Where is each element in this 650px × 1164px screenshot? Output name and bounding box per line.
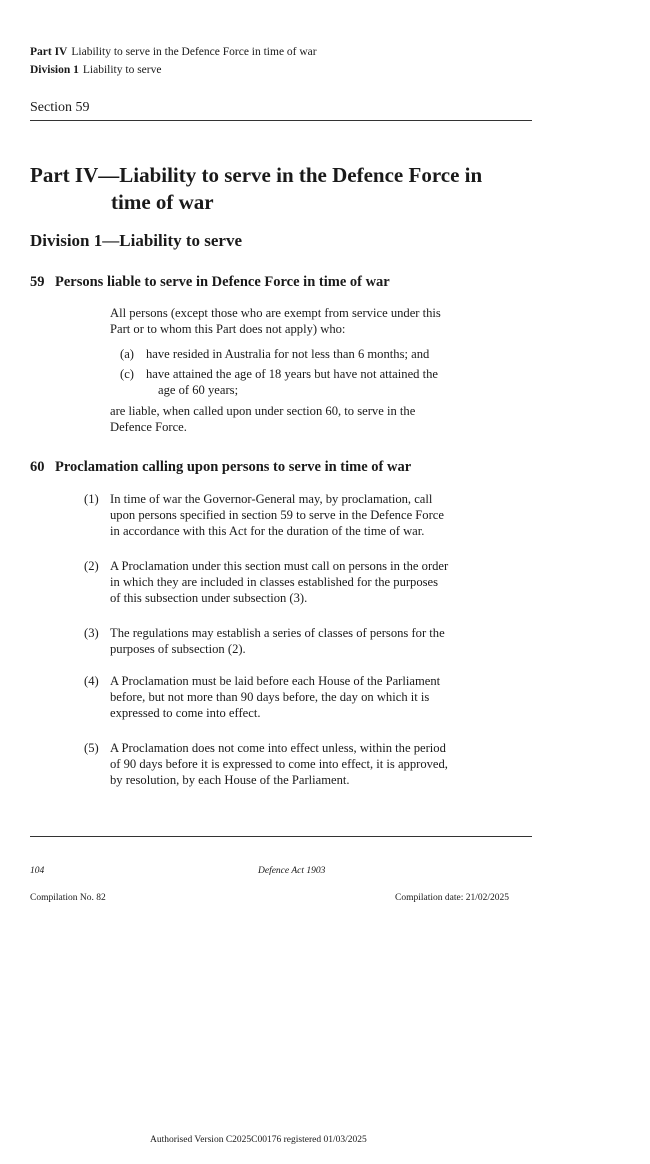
section-59-para-c-line: have attained the age of 18 years but have not attained the <box>146 367 438 381</box>
page-number: 104 <box>30 866 45 876</box>
subsection-2-line: of this subsection under subsection (3). <box>110 591 308 605</box>
section-59-intro-line: Part or to whom this Part does not apply) who: <box>110 322 346 336</box>
section-59-closing-line: are liable, when called upon under section 60, to serve in the <box>110 404 416 418</box>
section-59-para-a-label: (a) <box>120 347 134 361</box>
section-59-para-c-label: (c) <box>120 367 134 381</box>
part-heading-line1: Part IV—Liability to serve in the Defence Force in <box>30 163 483 187</box>
subsection-1-line: In time of war the Governor-General may, by proclamation, call <box>110 492 433 506</box>
subsection-4-line: expressed to come into effect. <box>110 706 261 720</box>
subsection-5-line: A Proclamation does not come into effect unless, within the period <box>110 741 446 755</box>
subsection-5-line: by resolution, by each House of the Parliament. <box>110 773 350 787</box>
section-reference: Section 59 <box>30 100 90 115</box>
section-59-number: 59 <box>30 274 45 290</box>
compilation-number: Compilation No. 82 <box>30 893 106 903</box>
compilation-date: Compilation date: 21/02/2025 <box>395 893 509 903</box>
section-60-heading <box>30 459 411 476</box>
subsection-2-line: in which they are included in classes established for the purposes <box>110 575 439 589</box>
header-division-title: Liability to serve <box>82 64 162 76</box>
subsection-4-line: before, but not more than 90 days before, the day on which it is <box>110 690 430 704</box>
section-59-closing-line: Defence Force. <box>110 420 187 434</box>
division-heading: Division 1—Liability to serve <box>30 231 243 250</box>
section-59-heading <box>30 274 390 291</box>
subsection-1 <box>110 491 444 539</box>
section-59-intro <box>110 305 441 337</box>
section-59-para-a-text: have resided in Australia for not less than 6 months; and <box>146 347 430 361</box>
subsection-5 <box>110 740 448 788</box>
subsection-1-line: in accordance with this Act for the duration of the time of war. <box>110 524 425 538</box>
section-59-intro-line: All persons (except those who are exempt from service under this <box>110 306 441 320</box>
subsection-2-line: A Proclamation under this section must call on persons in the order <box>110 559 449 573</box>
subsection-1-number: (1) <box>84 492 99 506</box>
subsection-4-number: (4) <box>84 674 99 688</box>
footer-rule <box>30 836 532 837</box>
subsection-3 <box>110 625 445 657</box>
section-59-closing <box>110 403 415 435</box>
header-part-title: Liability to serve in the Defence Force in time of war <box>71 46 317 58</box>
running-header-part <box>30 45 317 59</box>
subsection-5-line: of 90 days before it is expressed to come into effect, it is approved, <box>110 757 448 771</box>
header-part-label: Part IV <box>30 46 68 58</box>
running-header-division <box>30 63 161 77</box>
section-59-para-c <box>146 366 438 398</box>
subsection-2 <box>110 558 448 606</box>
section-59-title: Persons liable to serve in Defence Force in time of war <box>55 274 390 290</box>
part-heading-line2: time of war <box>111 190 214 214</box>
section-59-para-c-line: age of 60 years; <box>158 383 239 397</box>
subsection-2-number: (2) <box>84 559 99 573</box>
subsection-4-line: A Proclamation must be laid before each House of the Parliament <box>110 674 441 688</box>
authorised-version: Authorised Version C2025C00176 registered 01/03/2025 <box>150 1135 367 1145</box>
subsection-5-number: (5) <box>84 741 99 755</box>
header-division-label: Division 1 <box>30 64 79 76</box>
subsection-4 <box>110 673 440 721</box>
subsection-3-number: (3) <box>84 626 99 640</box>
subsection-3-line: The regulations may establish a series of classes of persons for the <box>110 626 445 640</box>
header-rule <box>30 120 532 121</box>
section-60-title: Proclamation calling upon persons to serve in time of war <box>55 459 412 475</box>
act-title: Defence Act 1903 <box>258 866 326 876</box>
subsection-3-line: purposes of subsection (2). <box>110 642 246 656</box>
section-60-number: 60 <box>30 459 45 475</box>
subsection-1-line: upon persons specified in section 59 to serve in the Defence Force <box>110 508 444 522</box>
